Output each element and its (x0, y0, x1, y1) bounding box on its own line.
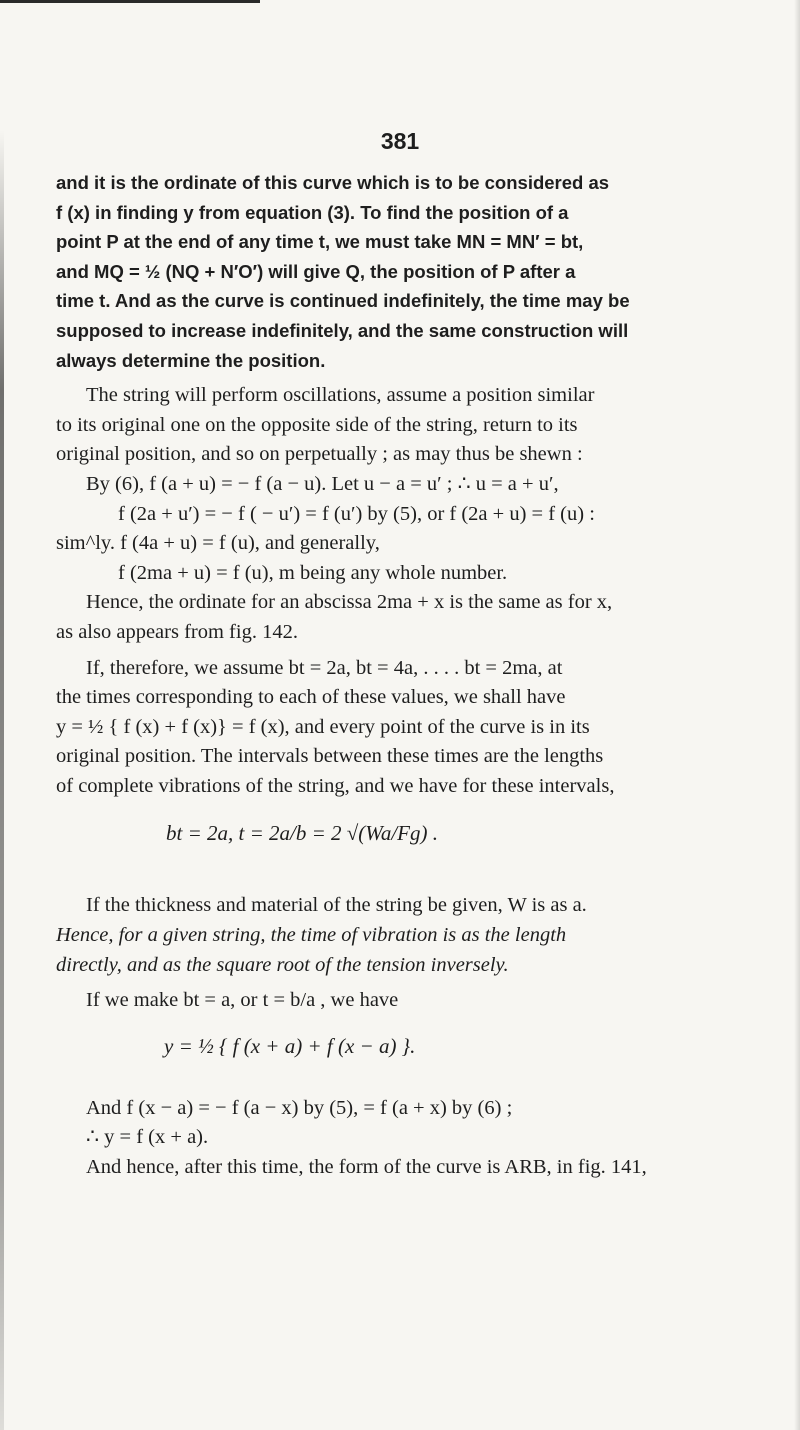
text-line: and MQ = ½ (NQ + N′O′) will give Q, the position of P after a (56, 260, 576, 282)
text-line: original position, and so on perpetually ; as may thus be shewn : (56, 443, 583, 466)
top-border-line (0, 0, 260, 3)
text-line: time t. And as the curve is continued indefinitely, the time may be (56, 290, 630, 312)
text-line: original position. The intervals between these times are the lengths (56, 745, 604, 768)
formula-y (56, 1020, 768, 1090)
paragraph-4 (56, 654, 768, 802)
text-line: point P at the end of any time t, we must take MN = MN′ = bt, (56, 231, 584, 253)
binding-shadow (0, 130, 4, 1430)
paragraph-2 (56, 381, 768, 470)
text-line: supposed to increase indefinitely, and the same construction will (56, 319, 629, 341)
equation-line: By (6), f (a + u) = − f (a − u). Let u − a = u′ ; ∴ u = a + u′, (86, 472, 559, 495)
text-line: directly, and as the square root of the tension inversely. (56, 953, 509, 976)
page-body (56, 168, 768, 1183)
equation-line: sim^ly. f (4a + u) = f (u), and generally, (56, 532, 380, 555)
text-line: the times corresponding to each of these values, we shall have (56, 686, 566, 709)
equation-line: If we make bt = a, or t = b/a , we have (86, 989, 399, 1012)
text-line: to its original one on the opposite side of the string, return to its (56, 413, 578, 436)
paragraph-1 (56, 168, 768, 375)
equation-line: f (2a + u′) = − f ( − u′) = f (u′) by (5), or f (2a + u) = f (u) : (118, 502, 595, 525)
text-line: always determine the position. (56, 349, 326, 371)
text-line: f (x) in finding y from equation (3). To find the position of a (56, 201, 569, 223)
text-line: of complete vibrations of the string, and we have for these intervals, (56, 774, 615, 797)
text-line: as also appears from fig. 142. (56, 620, 298, 643)
paragraph-5 (56, 891, 768, 980)
formula-text: y = ½ { f (x + a) + f (x − a) }. (164, 1033, 416, 1058)
paragraph-3 (56, 588, 768, 647)
text-line: Hence, for a given string, the time of vibration is as the length (56, 924, 567, 947)
equation-line: And hence, after this time, the form of the curve is ARB, in fig. 141, (86, 1156, 647, 1179)
equation-line: ∴ y = f (x + a). (86, 1126, 209, 1149)
text-line: The string will perform oscillations, assume a position similar (86, 384, 595, 407)
text-line: If, therefore, we assume bt = 2a, bt = 4a, . . . . bt = 2ma, at (86, 656, 563, 679)
equation-line: And f (x − a) = − f (a − x) by (5), = f (a + x) by (6) ; (86, 1096, 513, 1119)
page-number: 381 (380, 128, 420, 154)
text-line: and it is the ordinate of this curve which is to be considered as (56, 172, 610, 193)
page-edge-shadow (794, 0, 800, 1430)
equation-line: f (2ma + u) = f (u), m being any whole number. (118, 561, 508, 584)
formula-vibration-time (56, 805, 768, 885)
text-line: y = ½ { f (x) + f (x)} = f (x), and every point of the curve is in its (56, 715, 590, 738)
formula-text: bt = 2a, t = 2a/b = 2 √(Wa/Fg) . (166, 821, 439, 846)
text-line: If the thickness and material of the string be given, W is as a. (86, 894, 587, 917)
text-line: Hence, the ordinate for an abscissa 2ma + x is the same as for x, (86, 591, 613, 614)
